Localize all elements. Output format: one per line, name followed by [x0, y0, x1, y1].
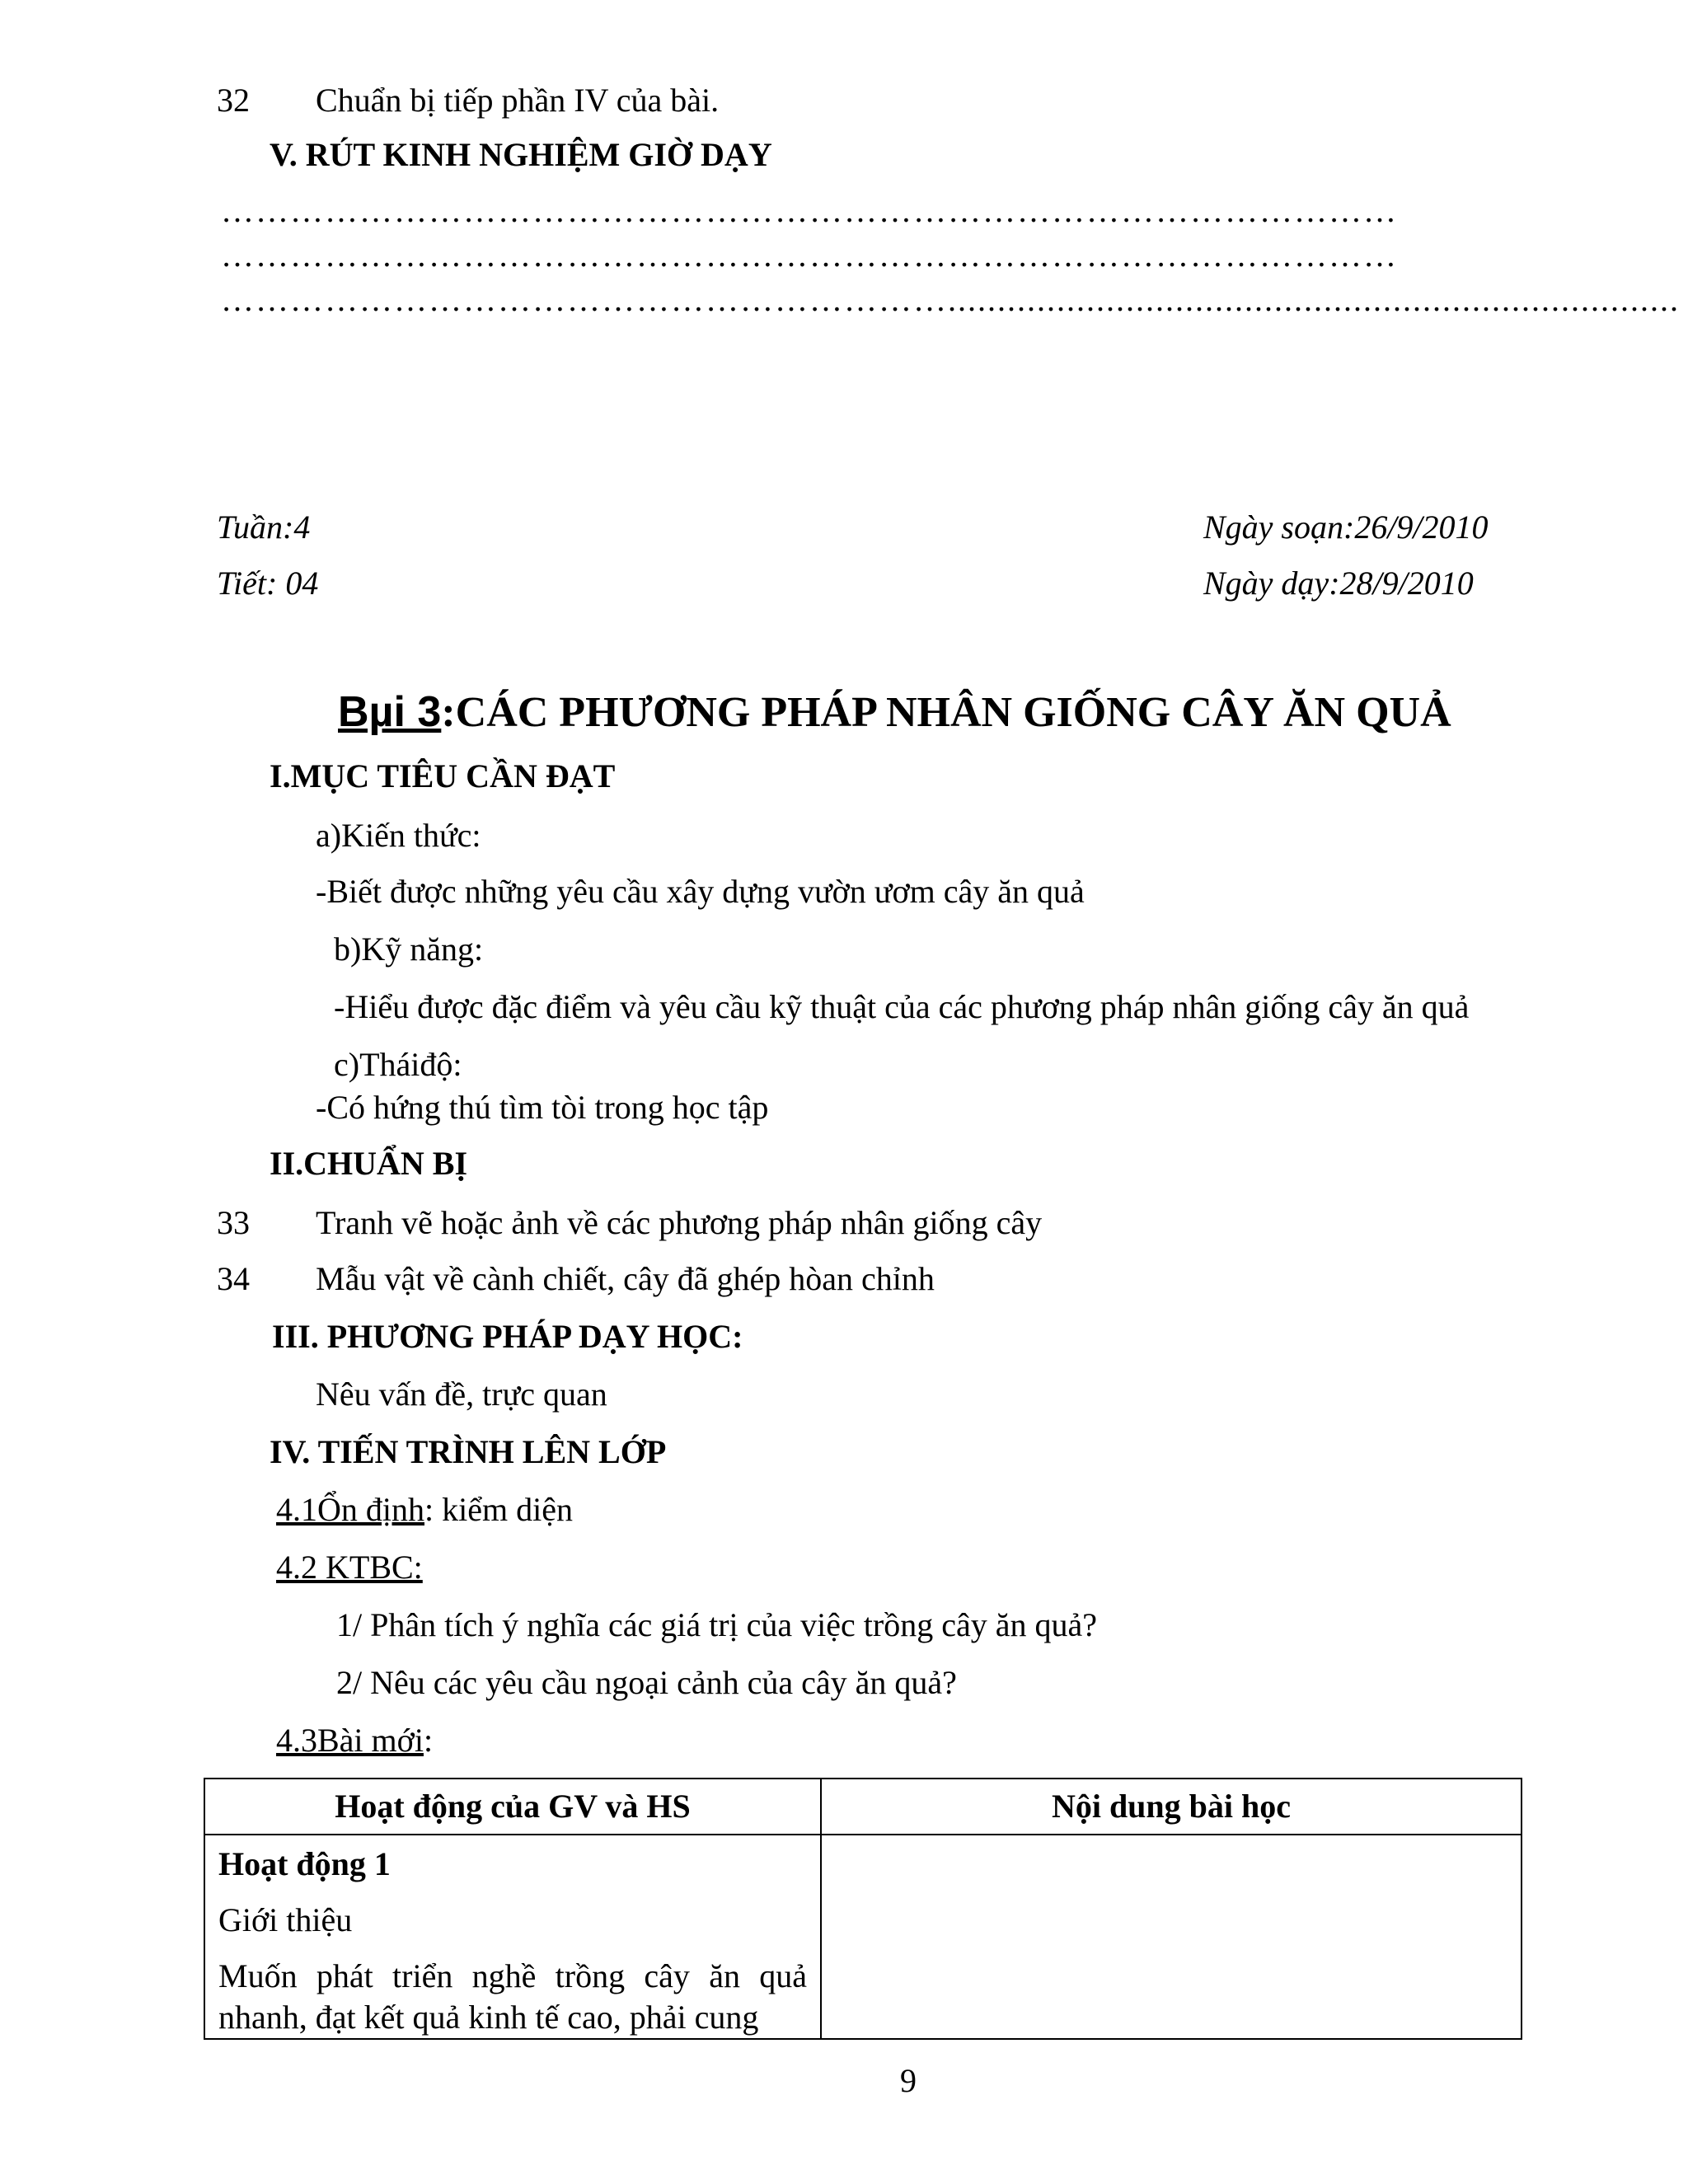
step-4-3	[276, 1724, 433, 1757]
table-header-activity: Hoạt động của GV và HS	[204, 1779, 821, 1835]
page-number: 9	[900, 2062, 917, 2099]
activity-intro: Giới thiệu	[218, 1901, 353, 1938]
prepare-date: Ngày soạn:26/9/2010	[1203, 509, 1489, 546]
table-header-row	[204, 1779, 1522, 1835]
activity-text: Muốn phát triển nghề trồng cây ăn quả nhanh, đạt kết quả kinh tế cao, phải cung	[218, 1957, 807, 2036]
list-number-32: 32	[217, 82, 250, 119]
list-number-34: 34	[217, 1260, 250, 1297]
week-label: Tuần:4	[217, 509, 311, 546]
table-row	[204, 1835, 1522, 2039]
lesson-title-prefix: Bµi 3	[338, 688, 442, 736]
list-text-34: Mẫu vật về cành chiết, cây đã ghép hòan chỉnh	[316, 1260, 935, 1297]
content-cell	[821, 1835, 1522, 2039]
section-v-heading: V. RÚT KINH NGHIỆM GIỜ DẠY	[270, 136, 772, 173]
step-4-2-label: 4.2 KTBC:	[276, 1549, 423, 1586]
review-question-2: 2/ Nêu các yêu cầu ngoại cảnh của cây ăn quả?	[336, 1664, 957, 1701]
step-4-1	[276, 1493, 573, 1526]
section-ii-heading: II.CHUẨN BỊ	[270, 1145, 468, 1182]
teach-date: Ngày dạy:28/9/2010	[1203, 565, 1474, 602]
skill-label: b)Kỹ năng:	[334, 930, 484, 968]
list-text-33: Tranh vẽ hoặc ảnh về các phương pháp nhân giống cây	[316, 1204, 1043, 1241]
teaching-method-text: Nêu vấn đề, trực quan	[316, 1376, 607, 1413]
knowledge-label: a)Kiến thức:	[316, 817, 481, 854]
section-iii-heading: III. PHƯƠNG PHÁP DẠY HỌC:	[272, 1318, 743, 1355]
step-4-1-text: : kiểm diện	[424, 1491, 573, 1528]
table-header-content: Nội dung bài học	[821, 1779, 1522, 1835]
skill-text: -Hiểu được đặc điểm và yêu cầu kỹ thuật của các phương pháp nhân giống cây ăn quả	[334, 988, 1470, 1025]
step-4-3-label: 4.3Bài mới	[276, 1722, 424, 1759]
activity-cell	[204, 1835, 821, 2039]
dotted-line-2: …………………………………………………………………………………………	[221, 237, 1398, 274]
list-text-32: Chuẩn bị tiếp phần IV của bài.	[316, 82, 720, 119]
activity-title: Hoạt động 1	[218, 1845, 391, 1882]
step-4-3-colon: :	[423, 1722, 434, 1759]
section-i-heading: I.MỤC TIÊU CẦN ĐẠT	[270, 757, 616, 794]
dotted-line-1: …………………………………………………………………………………………	[221, 192, 1398, 229]
attitude-label: c)Tháiđộ:	[334, 1046, 462, 1083]
lesson-activity-table	[204, 1778, 1522, 2040]
lesson-title	[338, 688, 1451, 736]
attitude-text: -Có hứng thú tìm tòi trong học tập	[316, 1089, 769, 1126]
review-question-1: 1/ Phân tích ý nghĩa các giá trị của việc trồng cây ăn quả?	[336, 1606, 1097, 1643]
period-label: Tiết: 04	[217, 565, 319, 602]
dotted-line-3: ………………………………………………………..........................................................................	[221, 281, 1680, 318]
list-number-33: 33	[217, 1204, 250, 1241]
knowledge-text: -Biết được những yêu cầu xây dựng vườn ươm cây ăn quả	[316, 873, 1085, 910]
step-4-1-label: 4.1Ổn định	[276, 1491, 424, 1528]
lesson-title-main: :CÁC PHƯƠNG PHÁP NHÂN GIỐNG CÂY ĂN QUẢ	[441, 689, 1451, 736]
section-iv-heading: IV. TIẾN TRÌNH LÊN LỚP	[270, 1433, 667, 1470]
